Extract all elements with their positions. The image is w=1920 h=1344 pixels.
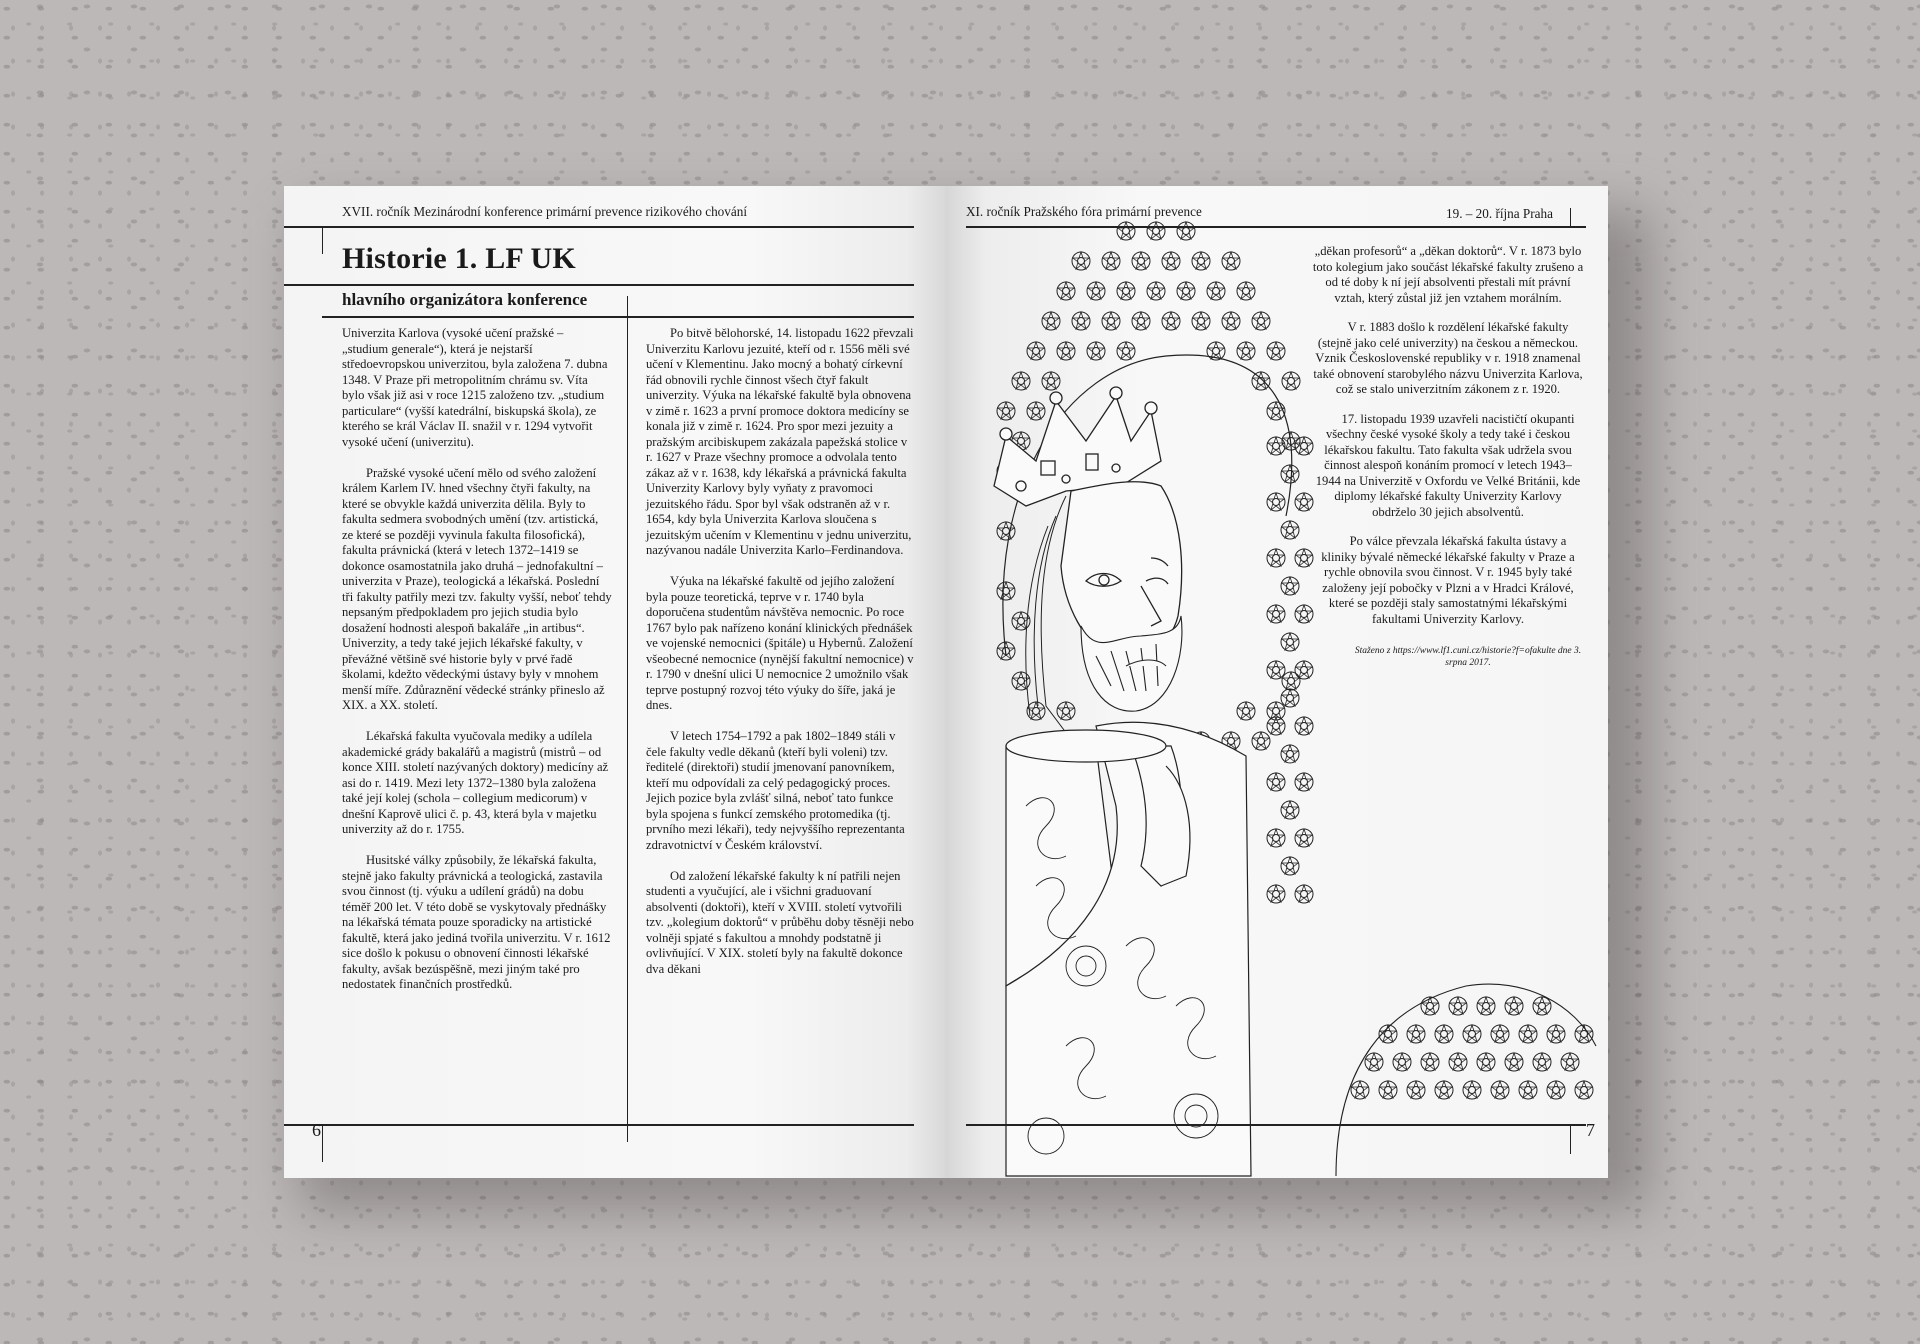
rosette xyxy=(1267,885,1285,903)
rosette xyxy=(1267,661,1285,679)
rosette xyxy=(1477,1053,1495,1071)
rosette xyxy=(1147,222,1165,240)
rosette xyxy=(1449,1053,1467,1071)
rosette xyxy=(1379,1081,1397,1099)
rosette xyxy=(1393,1053,1411,1071)
rosette xyxy=(1435,1025,1453,1043)
rosette xyxy=(1533,1053,1551,1071)
rosette xyxy=(997,522,1015,540)
footer-rule xyxy=(284,1124,914,1126)
text-column-1 xyxy=(342,326,612,1008)
rosette xyxy=(997,582,1015,600)
rosette xyxy=(1421,1053,1439,1071)
rosette xyxy=(1237,702,1255,720)
rosette xyxy=(1237,342,1255,360)
rosette xyxy=(1192,252,1210,270)
rosette xyxy=(1147,282,1165,300)
page-number: 7 xyxy=(1586,1120,1595,1140)
rosette xyxy=(1365,1053,1383,1071)
rosette xyxy=(1519,1081,1537,1099)
rosette xyxy=(1295,717,1313,735)
page-subtitle: hlavního organizátora konference xyxy=(342,290,588,309)
ornament-arch xyxy=(1336,984,1596,1176)
header-tick xyxy=(322,226,323,254)
rosette-pattern xyxy=(1351,997,1593,1099)
rosette xyxy=(1281,857,1299,875)
rosette xyxy=(1282,672,1300,690)
rosette xyxy=(1087,282,1105,300)
rosette xyxy=(1267,773,1285,791)
header-rule xyxy=(284,226,914,228)
rosette xyxy=(1267,549,1285,567)
rosette xyxy=(1463,1025,1481,1043)
rosette xyxy=(1117,342,1135,360)
rosette xyxy=(1547,1025,1565,1043)
rosette xyxy=(1505,1053,1523,1071)
rosette xyxy=(1252,732,1270,750)
robe xyxy=(1006,722,1251,1176)
running-head-date: 19. – 20. října Praha xyxy=(1446,206,1553,221)
rosette xyxy=(1407,1081,1425,1099)
paragraph: Od založení lékařské fakulty k ní patřili nejen studenti a vyučující, ale i všichni graduovaní absolventi (doktoři), kteří v XVIII. století vytvořili tzv. „kolegium doktorů“ v průběhu doby těsněji nebo volněji spjaté s fakultou a mnohdy podstatně ji ovlivňující. V XIX. století byly na fakultě dokonce dva děkani xyxy=(646,868,914,976)
rosette xyxy=(1533,997,1551,1015)
rosette xyxy=(1282,372,1300,390)
column-divider xyxy=(627,296,628,1142)
rosette xyxy=(1267,437,1285,455)
rosette xyxy=(1561,1053,1579,1071)
paragraph: Pražské vysoké učení mělo od svého založení králem Karlem IV. hned všechny čtyři fakulty, na které se obvykle každá univerzita dělila. Byly to fakulta sedmera svobodných umění (tzv. artistická, ze které se později vyvinula fakulta filosofická), fakulta právnická (která v letech 1372–1419 se dokonce osamostatnila jako druhá – jednofakultní – univerzita v Praze), teologická a lékařská. Poslední tři fakulty patřily mezi tzv. fakulty vyšší, neboť tehdy nepsaným předpokladem pro jejich studia bylo dosažení hodnosti alespoň bakaláře „in artibus“. Univerzity, a tedy také jejich lékařské fakulty, v převážné většině své historie byly v prvé řadě školami, kdežto vědeckými ústavy byly v mnohem menší míře. Zdůraznění vědecké stránky přineslo až XIX. a XX. století. xyxy=(342,465,612,712)
paragraph: Po bitvě bělohorské, 14. listopadu 1622 převzali Univerzitu Karlovu jezuité, kteří od r. 1556 měli své učení v Klementinu. Jako mocný a bohatý církevní řád obnovili rychle činnost všech čtyř fakult univerzity. Výuka na lékařské fakultě byla obnovena v zimě r. 1623 a první promoce doktora medicíny se konala již v zimě r. 1624. Pro spor mezi jezuity a pražským arcibiskupem zakázala papežská stolice v r. 1627 v Praze všechny promoce a odvolala tento zákaz až v r. 1638, kdy lékařská a právnická fakulta Univerzity Karlovy byly vyňaty z pravomoci jezuitského řádu. Spor byl však odstraněn až v r. 1654, kdy byla Univerzita Karlova sloučena s jezuitským učením v Klementinu v jednu univerzitu, nazývanou nadále Univerzita Karlo–Ferdinandova. xyxy=(646,326,914,557)
rosette xyxy=(1162,312,1180,330)
rosette xyxy=(1162,252,1180,270)
rosette xyxy=(1057,342,1075,360)
rosette xyxy=(1281,689,1299,707)
rosette xyxy=(1407,1025,1425,1043)
page-title: Historie 1. LF UK xyxy=(342,242,576,275)
rosette xyxy=(1072,312,1090,330)
rosette xyxy=(1421,997,1439,1015)
subtitle-rule xyxy=(322,316,914,318)
paragraph: Lékařská fakulta vyučovala mediky a udílela akademické grády bakalářů a magistrů (mistrů – od konce XIII. století nazývaných doktory) medicíny až asi do r. 1419. Mezi lety 1372–1380 byla založena také její kolej (schola – collegium medicorum) v dnešní Kaprově ulici č. p. 43, která byla v majetku univerzity až do r. 1755. xyxy=(342,729,609,836)
rosette xyxy=(1012,372,1030,390)
source-note: Staženo z https://www.lf1.cuni.cz/historie?f=ofakulte dne 3. srpna 2017. xyxy=(1354,646,1582,668)
rosette xyxy=(1281,801,1299,819)
rosette xyxy=(1477,997,1495,1015)
text-column-2 xyxy=(646,326,916,993)
rosette xyxy=(1281,745,1299,763)
rosette xyxy=(1281,521,1299,539)
right-page xyxy=(946,186,1608,1178)
rosette xyxy=(1295,493,1313,511)
page-number: 6 xyxy=(312,1120,321,1140)
title-rule xyxy=(284,284,914,286)
rosette xyxy=(1267,605,1285,623)
rosette xyxy=(1351,1081,1369,1099)
rosette xyxy=(1295,605,1313,623)
running-head-right-title: XI. ročník Pražského fóra primární prevence xyxy=(966,204,1202,219)
rosette xyxy=(1295,549,1313,567)
rosette xyxy=(1192,312,1210,330)
paragraph: Univerzita Karlova (vysoké učení pražské – „studium generale“), která je nejstarší středoevropskou univerzitou, byla založena 7. dubna 1348. V Praze při metropolitním chrámu sv. Víta bylo však již asi v roce 1215 založeno tzv. „studium particulare“ (vyšší katedrální, biskupská škola), ze kterého se král Václav II. snažil v r. 1294 vytvořit vysoké učení (univerzitu). xyxy=(342,326,608,449)
rosette xyxy=(1222,252,1240,270)
rosette xyxy=(1117,282,1135,300)
rosette xyxy=(1252,312,1270,330)
rosette xyxy=(1295,661,1313,679)
rosette xyxy=(1207,282,1225,300)
rosette xyxy=(1281,577,1299,595)
rosette xyxy=(1463,1081,1481,1099)
paragraph: Výuka na lékařské fakultě od jejího založení byla pouze teoretická, teprve v r. 1740 byla doporučena studentům návštěva nemocnic. Po roce 1767 bylo pak nařízeno konání klinických přednášek ve vojenské nemocnici (špitále) u Hybernů. Založení všeobecné nemocnice (nynější fakultní nemocnice) v r. 1790 v dnešní ulici U nemocnice 2 umožnilo však teprve postupný rozvoj této výuky do šíře, jaká je dnes. xyxy=(646,574,914,712)
paragraph: V letech 1754–1792 a pak 1802–1849 stáli v čele fakulty vedle děkanů (kteří byli voleni) tzv. ředitelé (direktoři) studií jmenovaní panovníkem, kteří mu odpovídali za celý pedagogický proces. Jejich pozice byla zvlášť silná, neboť tato funkce byla spojena s funkcí zemského protomedika (tj. prvního mezi lékaři), tedy nejvyššího reprezentanta zdravotnictví v Českém království. xyxy=(646,729,905,852)
rosette xyxy=(1057,282,1075,300)
rosette xyxy=(1117,222,1135,240)
rosette xyxy=(1267,829,1285,847)
paragraph: „děkan profesorů“ a „děkan doktorů“. V r. 1873 bylo toto kolegium jako součást lékařské fakulty zrušeno a od té doby k ní její absolventi přestali mít právní vztah, který zůstal již jen vztahem morálním. xyxy=(1312,244,1584,305)
rosette xyxy=(1281,633,1299,651)
rosette xyxy=(1449,997,1467,1015)
rosette xyxy=(1042,312,1060,330)
footer-tick xyxy=(1570,1124,1571,1154)
rosette xyxy=(1057,702,1075,720)
rosette xyxy=(1252,372,1270,390)
rosette xyxy=(997,402,1015,420)
rosette xyxy=(1177,222,1195,240)
rosette xyxy=(1132,252,1150,270)
rosette xyxy=(1295,885,1313,903)
rosette xyxy=(1519,1025,1537,1043)
footer-tick xyxy=(322,1126,323,1162)
rosette xyxy=(1027,402,1045,420)
rosette xyxy=(1491,1081,1509,1099)
rosette xyxy=(1042,372,1060,390)
rosette xyxy=(1132,312,1150,330)
paragraph: 17. listopadu 1939 uzavřeli nacističtí okupanti všechny české vysoké školy a tedy také i českou lékařskou fakultu. Tato fakulta však udržela svou činnost alespoň konáním promocí v letech 1943–1944 na Univerzitě v Oxfordu ve Velké Británii, kde diplomy lékařské fakulty Univerzity Karlovy obdrželo 30 jejich absolventů. xyxy=(1315,411,1581,519)
text-column-right xyxy=(1312,244,1584,669)
paragraph: Husitské války způsobily, že lékařská fakulta, stejně jako fakulty právnická a teologická, zastavila svou činnost (tj. výuku a udílení grádů) na dobu téměř 200 let. V této době se vyskytovaly přednášky na lékařská témata pouze sporadicky na artistické fakultě, která jako jediná tvořila univerzitu. V r. 1612 sice došlo k pokusu o obnovení činnosti lékařské fakulty, avšak bezúspěšně, mezi jiným také pro nedostatek finančních prostředků. xyxy=(342,853,611,991)
rosette xyxy=(1281,465,1299,483)
paragraph: V r. 1883 došlo k rozdělení lékařské fakulty (stejně jako celé univerzity) na českou a německou. Vznik Československé republiky v r. 1918 znamenal také obnovení starobylého názvu Univerzita Karlova, což se stalo univerzitním zákonem z r. 1920. xyxy=(1313,320,1583,396)
rosette xyxy=(1237,282,1255,300)
footer-rule xyxy=(966,1124,1586,1126)
rosette xyxy=(1505,997,1523,1015)
rosette xyxy=(1222,312,1240,330)
rosette xyxy=(1267,493,1285,511)
rosette xyxy=(1102,312,1120,330)
rosette xyxy=(1267,342,1285,360)
rosette xyxy=(1491,1025,1509,1043)
paragraph: Po válce převzala lékařská fakulta ústavy a kliniky bývalé německé lékařské fakulty v Praze a rychle obnovila svou činnost. V r. 1945 byly také založeny její pobočky v Plzni a v Hradci Králové, které se později staly samostatnými lékařskými fakultami Univerzity Karlovy. xyxy=(1321,534,1575,626)
rosette xyxy=(1295,773,1313,791)
rosette xyxy=(1267,402,1285,420)
rosette xyxy=(1547,1081,1565,1099)
rosette xyxy=(1072,252,1090,270)
rosette xyxy=(1027,342,1045,360)
rosette xyxy=(1177,282,1195,300)
rosette xyxy=(1575,1081,1593,1099)
rosette xyxy=(1102,252,1120,270)
running-head-left: XVII. ročník Mezinárodní konference primární prevence rizikového chování xyxy=(342,204,747,219)
rosette xyxy=(1295,437,1313,455)
rosette xyxy=(1087,342,1105,360)
left-page xyxy=(284,186,946,1178)
rosette xyxy=(1295,829,1313,847)
rosette xyxy=(1435,1081,1453,1099)
